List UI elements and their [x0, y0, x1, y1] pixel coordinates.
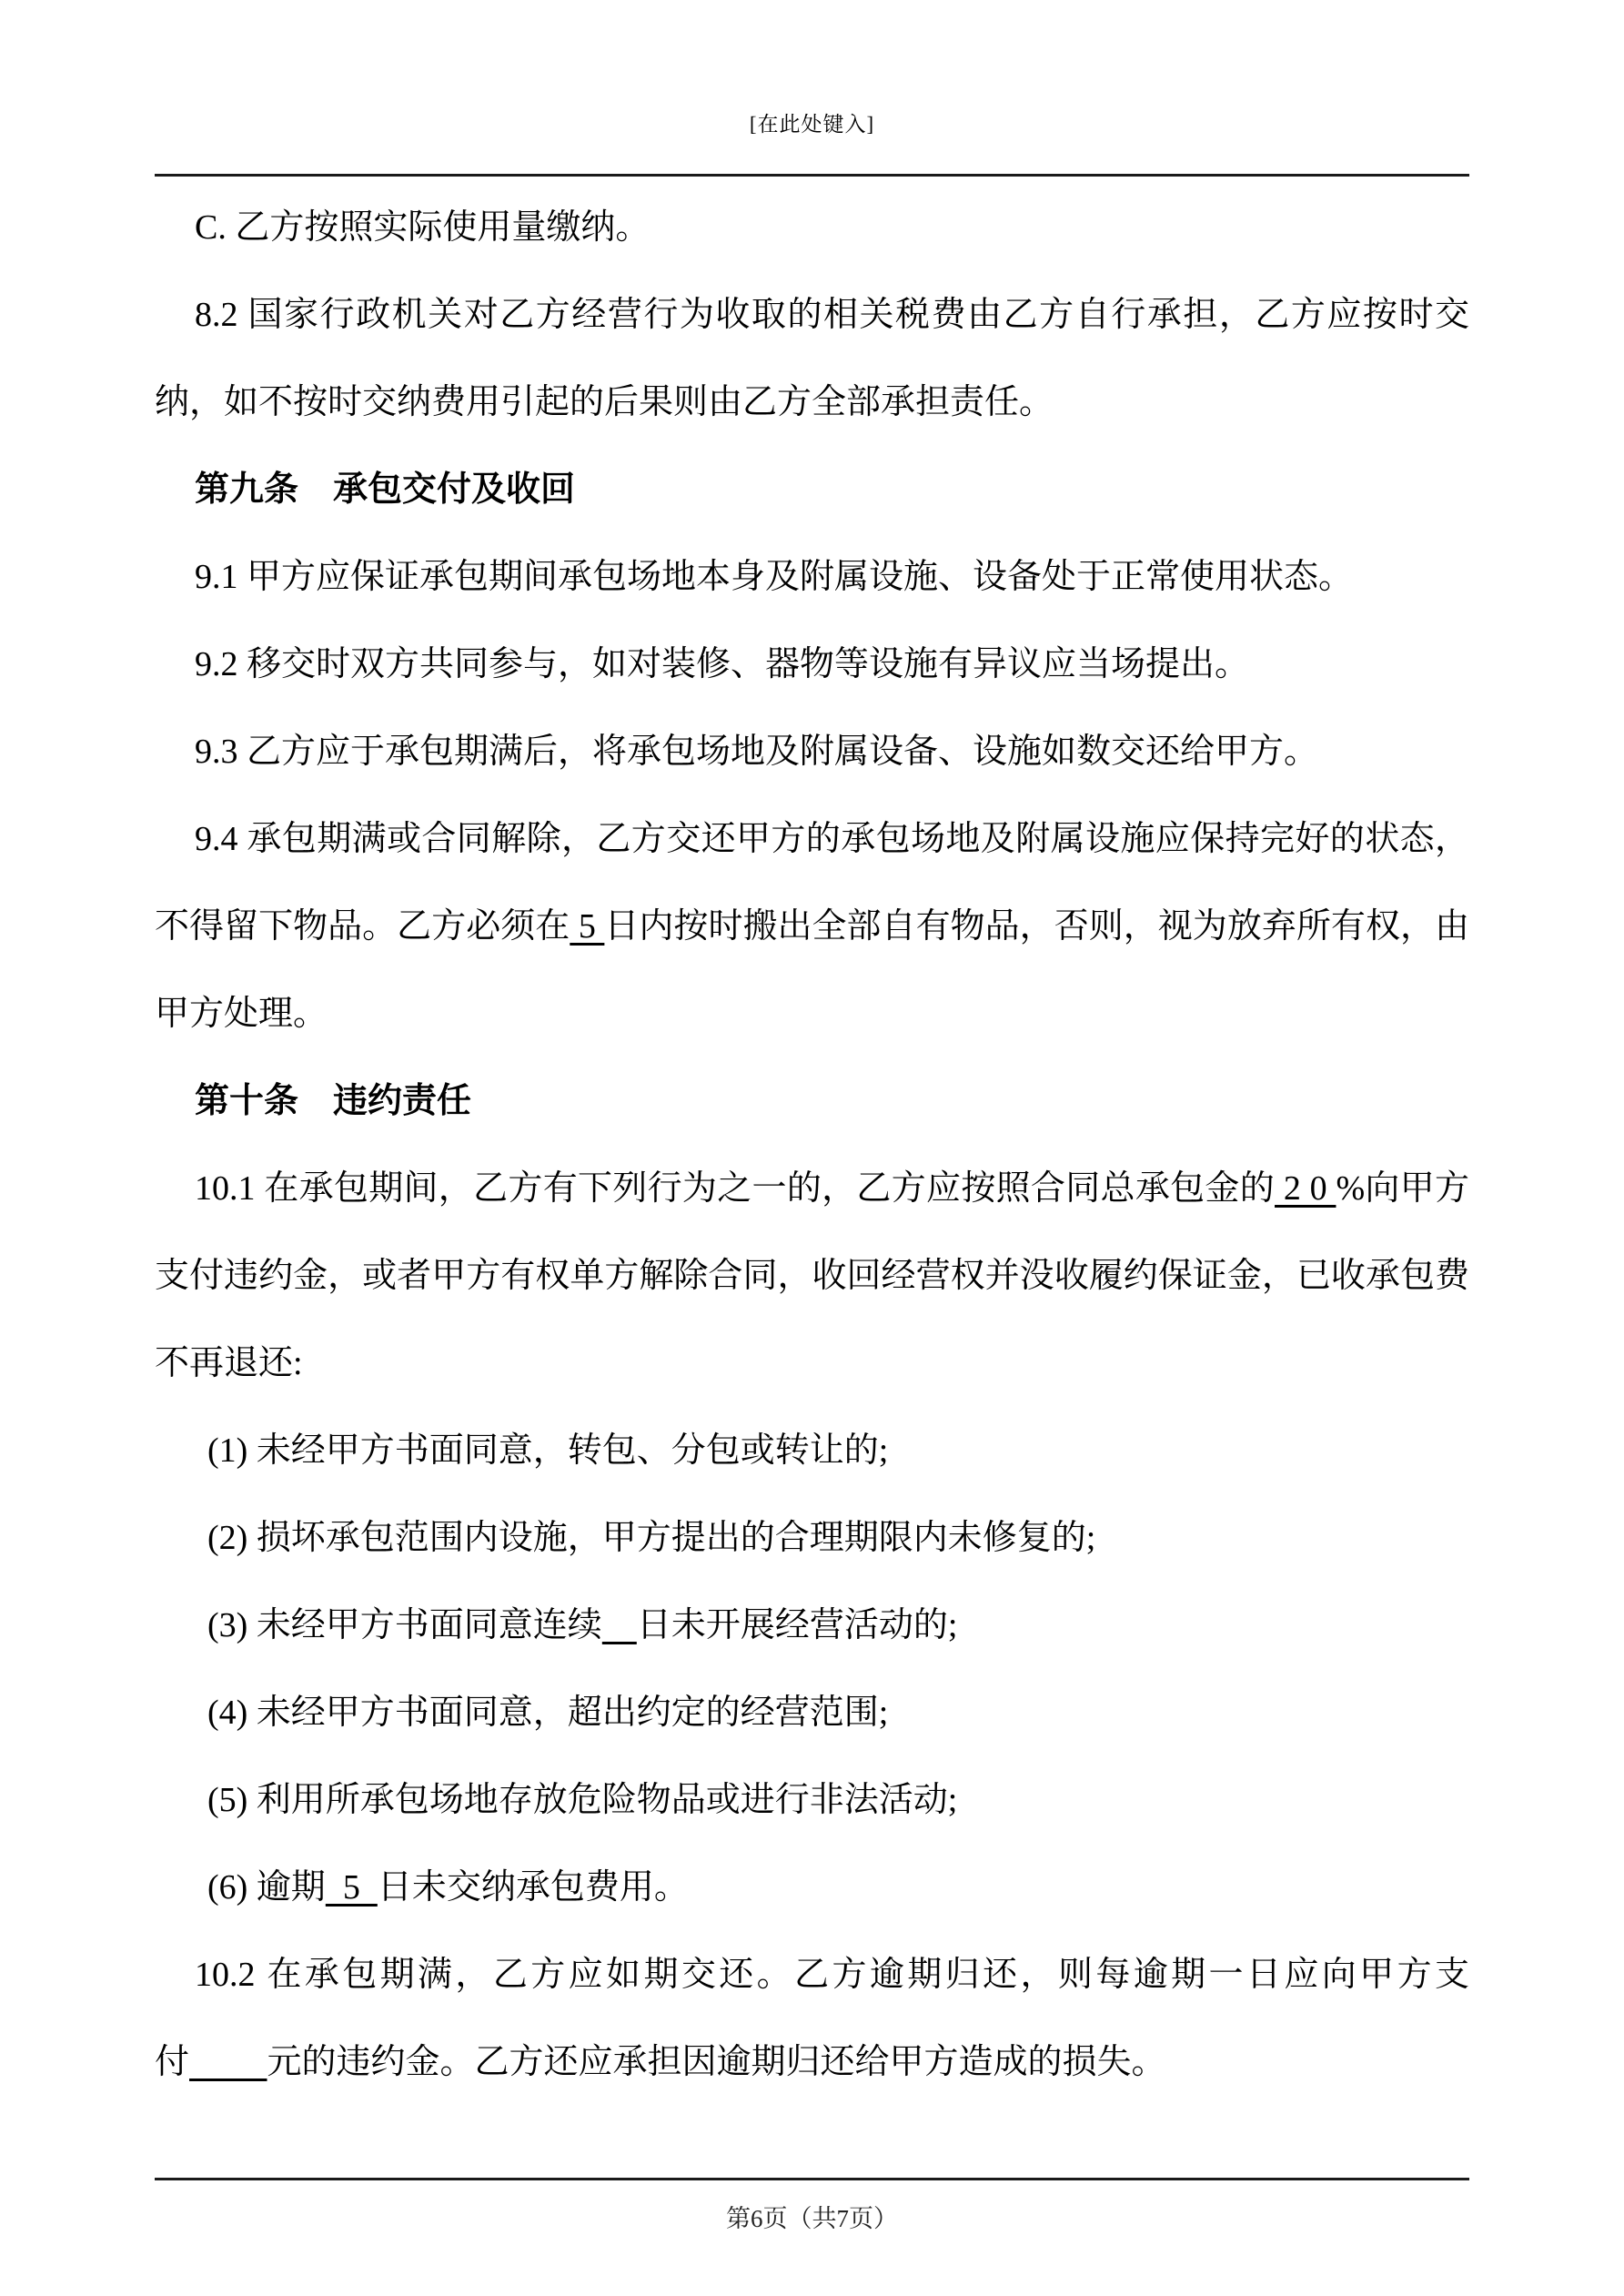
header-rule — [155, 174, 1469, 177]
list-item-2: (2) 损坏承包范围内设施，甲方提出的合理期限内未修复的; — [207, 1519, 1096, 1557]
blank-days-moveout: 5 — [570, 907, 605, 946]
paragraph-9-4-text: 9.4 承包期满或合同解除，乙方交还甲方的承包场地及附属设施应保持完好的状态，不得留下物品。乙方必须在 — [155, 820, 1469, 946]
list-item-1: (1) 未经甲方书面同意，转包、分包或转让的; — [207, 1431, 889, 1470]
paragraph-9-4-text-2: 日内按时搬出全部自有物品，否则，视为放弃所有权，由甲方处理。 — [155, 907, 1469, 1033]
paragraph-10-1-text-2: %向甲方支付违约金，或者甲方有权单方解除合同，收回经营权并没收履约保证金，已收承包费不再退还: — [155, 1169, 1469, 1382]
paragraph-10-1-text: 10.1 在承包期间，乙方有下列行为之一的，乙方应按照合同总承包金的 — [195, 1169, 1276, 1208]
paragraph-item-c: C. 乙方按照实际使用量缴纳。 — [195, 208, 651, 247]
heading-article-9: 第九条 承包交付及收回 — [195, 470, 576, 509]
paragraph-9-3: 9.3 乙方应于承包期满后，将承包场地及附属设备、设施如数交还给甲方。 — [195, 733, 1319, 771]
paragraph-10-2 — [155, 1931, 1469, 2106]
header-type-here-placeholder[interactable]: [在此处键入] — [749, 113, 875, 136]
page-number-label: 第6页（共7页） — [726, 2205, 898, 2232]
paragraph-10-2-text-2: 元的违约金。乙方还应承担因逾期归还给甲方造成的损失。 — [267, 2043, 1166, 2081]
blank-penalty-percent: 2 0 — [1275, 1169, 1337, 1208]
list-item-6 — [155, 1844, 1469, 1931]
paragraph-9-2: 9.2 移交时双方共同参与，如对装修、器物等设施有异议应当场提出。 — [195, 645, 1250, 683]
list-item-4: (4) 未经甲方书面同意，超出约定的经营范围; — [207, 1694, 889, 1732]
paragraph-8-2: 8.2 国家行政机关对乙方经营行为收取的相关税费由乙方自行承担，乙方应按时交纳，如不按时交纳费用引起的后果则由乙方全部承担责任。 — [155, 296, 1469, 421]
list-item-3-text-2: 日未开展经营活动的; — [636, 1606, 958, 1644]
paragraph-9-1: 9.1 甲方应保证承包期间承包场地本身及附属设施、设备处于正常使用状态。 — [195, 558, 1354, 596]
paragraph-10-2-text: 10.2 在承包期满，乙方应如期交还。乙方逾期归还，则每逾期一日应向甲方支付 — [155, 1956, 1469, 2081]
page-footer — [155, 2178, 1469, 2234]
list-item-6-text: (6) 逾期 — [207, 1868, 326, 1907]
blank-days-no-operation — [602, 1606, 637, 1644]
list-item-3 — [155, 1582, 1469, 1669]
blank-days-overdue: 5 — [325, 1868, 378, 1907]
list-item-3-text: (3) 未经甲方书面同意连续 — [207, 1606, 602, 1644]
list-item-5: (5) 利用所承包场地存放危险物品或进行非法活动; — [207, 1781, 958, 1819]
paragraph-10-1 — [155, 1145, 1469, 1407]
blank-penalty-amount — [189, 2043, 267, 2081]
page-header — [155, 0, 1469, 177]
list-item-6-text-2: 日未交纳承包费用。 — [377, 1868, 689, 1907]
paragraph-9-4 — [155, 795, 1469, 1057]
heading-article-10: 第十条 违约责任 — [195, 1082, 472, 1120]
document-body — [155, 184, 1469, 2106]
